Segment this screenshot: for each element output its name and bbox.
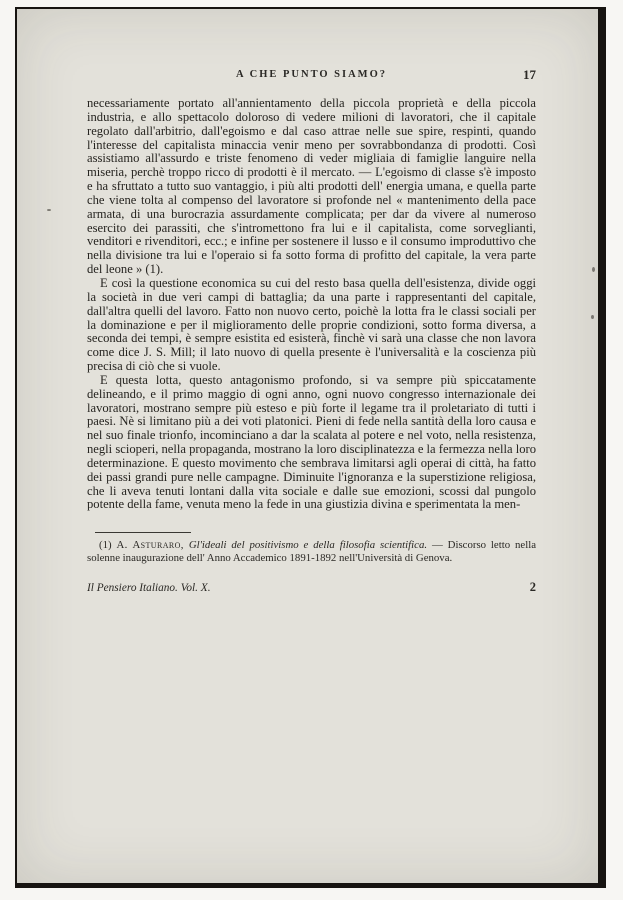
footnote-title: Gl'ideali del positivismo e della filosofia scientifica. [188, 539, 428, 552]
footnote-author: A. Asturaro, [116, 539, 184, 552]
footnote-rest: — Discorso letto nella solenne inaugurazione dell' Anno Accademico 1891-1892 nell'Università di Genova. [87, 539, 536, 564]
scan-speck [592, 267, 595, 272]
running-head-title: A CHE PUNTO SIAMO? [235, 69, 388, 80]
signature-number: 2 [529, 579, 536, 594]
page-footer [87, 580, 536, 595]
body-text [87, 97, 536, 512]
scan-speck [591, 315, 594, 319]
footnote-block [87, 532, 536, 564]
running-header [87, 69, 536, 85]
paragraph-3: E questa lotta, questo antagonismo profondo, si va sempre più spiccatamente delineando, e il primo maggio di ogni anno, ogni nuovo congresso internazionale dei lavoratori, mostrano sempre più esteso e più forte il legame tra il proletariato di tutti i paesi. Nè si limitano più a dei voti platonici. Pieni di fede nella santità della loro causa e nel suo finale trionfo, incominciano a dar la scalata al potere e nel voto, nella resistenza, negli scioperi, nella propaganda, mostrano la loro disciplinatezza e la fermezza nella loro determinazione. E questo movimento che sembrava limitarsi agli operai di città, ha fatto dei passi grandi pure nelle campagne. Diminuite l'ignoranza e la superstizione religiosa, che li aveva tenuti lontani dalla vita sociale e dalle sue emozioni, scossi dal pungolo potente della fame, venuta meno la fede in una giustizia divina e sperimentata la men- [87, 372, 536, 512]
journal-title: Il Pensiero Italiano. Vol. X. [87, 581, 211, 594]
footnote-rule [95, 532, 191, 533]
paragraph-2: E così la questione economica su cui del resto basa quella dell'esistenza, divide oggi la società in due veri campi di battaglia; da una parte i rappresentanti del capitale, dall'altra quelli del lavoro. Fatto non nuovo certo, poichè la lotta fra le classi sociali per la dominazione e per il miglioramento delle proprie condizioni, sotto forma diversa, a seconda dei tempi, è sempre esistita ed esisterà, finchè vi sarà una classe che non lavora come dice J. S. Mill; il lato nuovo di quella presente è l'universalità e la coscienza più precisa di ciò che si vuole. [87, 275, 536, 374]
page-content [17, 9, 598, 883]
scan-speck [47, 209, 51, 211]
page-number: 17 [523, 67, 536, 82]
scanned-book-page [15, 7, 606, 888]
paragraph-1: necessariamente portato all'annientamento della piccola proprietà e della piccola industria, e allo spettacolo doloroso di vedere milioni di lavoratori, che il capitale regolato dall'arbitrio, dall'egoismo e dal caso attrae nelle sue spire, respinti, quando l'interesse del capitalista minaccia venir meno per sovrabbondanza di prodotti. Così assistiamo all'assurdo e triste fenomeno di veder migliaia di famiglie languire nella miseria, perchè troppo ricco di prodotti è il mercato. — L'egoismo di classe s'è imposto e ha sfruttato a tutto suo vantaggio, i più alti prodotti dell' energia umana, e quella parte che viene tolta al compenso del lavoratore si profonde nel « mantenimento della pace armata, di una burocrazia assurdamente complicata; per dar da vivere al numeroso esercito dei parassiti, che s'intromettono fra lui e il capitalista, come sorveglianti, venditori e rivenditori, ecc.; e infine per sostenere il lusso e il consumo improduttivo che nella divisione tra lui e l'operaio si fa sotto forma di profitto del capitale, la vera parte del leone » (1). [87, 96, 536, 277]
footnote-text [87, 539, 536, 564]
footnote-marker: (1) [99, 539, 112, 552]
